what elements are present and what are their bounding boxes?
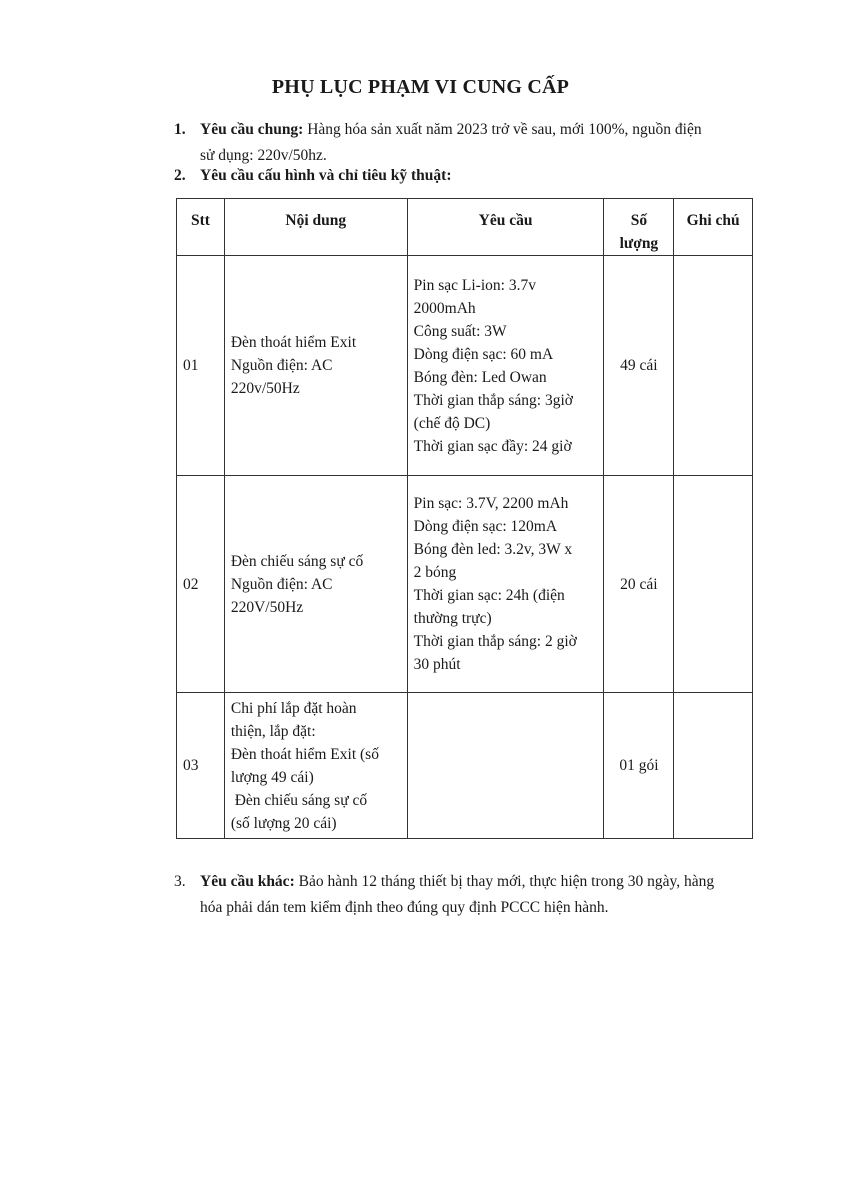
requirement-other (174, 869, 774, 929)
text-line: Bóng đèn: Led Owan (413, 368, 547, 386)
text-line: 30 phút (413, 656, 461, 673)
text-line: Dòng điện sạc: 120mA (413, 518, 558, 535)
requirement-number: 1. (174, 121, 186, 138)
text-line: Pin sạc: 3.7V, 2200 mAh (413, 495, 569, 512)
text-line: (chế độ DC) (413, 414, 491, 432)
spec-table (176, 198, 753, 839)
header-yeu-cau: Yêu cầu (407, 199, 604, 256)
text-line: Bóng đèn led: 3.2v, 3W x (413, 541, 573, 558)
document-title: PHỤ LỤC PHẠM VI CUNG CẤP (271, 76, 570, 98)
cell-ghi-chu (674, 476, 753, 693)
text-line: thường trực) (413, 610, 492, 627)
cell-so-luong: 01 gói (604, 693, 674, 839)
cell-ghi-chu (674, 256, 753, 476)
requirement-number: 3. (174, 873, 186, 890)
text-line: lượng 49 cái) (230, 768, 314, 786)
text-line: Thời gian sạc đầy: 24 giờ (413, 437, 572, 455)
text-line: Thời gian sạc: 24h (điện (413, 587, 565, 604)
requirement-body (200, 117, 702, 169)
text-line: 220V/50Hz (230, 598, 304, 616)
text-line: 2 bóng (413, 564, 457, 581)
text-line: Đèn thoát hiểm Exit (230, 334, 357, 351)
text-line: Đèn thoát hiểm Exit (số (230, 745, 379, 763)
text-line: Dòng điện sạc: 60 mA (413, 345, 554, 363)
requirement-body (200, 869, 714, 921)
requirement-number: 2. (174, 167, 186, 184)
cell-so-luong: 20 cái (604, 476, 674, 693)
table-header-row (177, 199, 753, 256)
cell-stt: 03 (177, 693, 225, 839)
text-line: Pin sạc Li-ion: 3.7v (413, 276, 536, 294)
text-line: Thời gian thắp sáng: 2 giờ (413, 633, 577, 650)
cell-yeu-cau (407, 256, 604, 476)
text-line: Công suất: 3W (413, 322, 507, 340)
header-so-luong-line2: lượng (619, 235, 659, 252)
text-line: Đèn chiếu sáng sự cố (230, 552, 364, 570)
header-so-luong-line1: Số (630, 212, 648, 229)
text-line: Nguồn điện: AC (230, 357, 333, 374)
text-line: Đèn chiếu sáng sự cố (230, 791, 368, 809)
requirement-text-line1: Hàng hóa sản xuất năm 2023 trở về sau, mới 100%, nguồn điện (303, 121, 702, 138)
cell-noi-dung (224, 476, 407, 693)
requirement-label: Yêu cầu chung: (200, 121, 304, 138)
cell-noi-dung (224, 256, 407, 476)
text-line: Chi phí lắp đặt hoàn (230, 699, 357, 717)
cell-stt: 01 (177, 256, 225, 476)
text-line: 2000mAh (413, 299, 476, 317)
requirement-text-line2: sử dụng: 220v/50hz. (200, 147, 327, 164)
cell-so-luong: 49 cái (604, 256, 674, 476)
header-noi-dung: Nội dung (224, 199, 407, 256)
table-row (177, 693, 753, 839)
text-line: (số lượng 20 cái) (230, 814, 337, 832)
requirement-text-line2: hóa phải dán tem kiểm định theo đúng quy định PCCC hiện hành. (200, 899, 609, 916)
requirement-label: Yêu cầu khác: (200, 873, 295, 890)
cell-yeu-cau (407, 476, 604, 693)
text-line: Nguồn điện: AC (230, 575, 333, 593)
header-ghi-chu: Ghi chú (674, 199, 753, 256)
table-row (177, 256, 753, 476)
requirement-text-line1: Bảo hành 12 tháng thiết bị thay mới, thực hiện trong 30 ngày, hàng (294, 873, 715, 890)
text-line: Thời gian thắp sáng: 3giờ (413, 391, 573, 409)
requirement-label: Yêu cầu cấu hình và chỉ tiêu kỹ thuật: (200, 167, 452, 184)
requirement-body (200, 163, 451, 189)
cell-ghi-chu (674, 693, 753, 839)
header-so-luong (604, 199, 674, 256)
cell-stt: 02 (177, 476, 225, 693)
header-stt: Stt (177, 199, 225, 256)
cell-yeu-cau (407, 693, 604, 839)
text-line: thiện, lắp đặt: (230, 722, 316, 740)
requirement-spec (174, 163, 774, 193)
cell-noi-dung (224, 693, 407, 839)
text-line: 220v/50Hz (230, 380, 300, 397)
table-row (177, 476, 753, 693)
